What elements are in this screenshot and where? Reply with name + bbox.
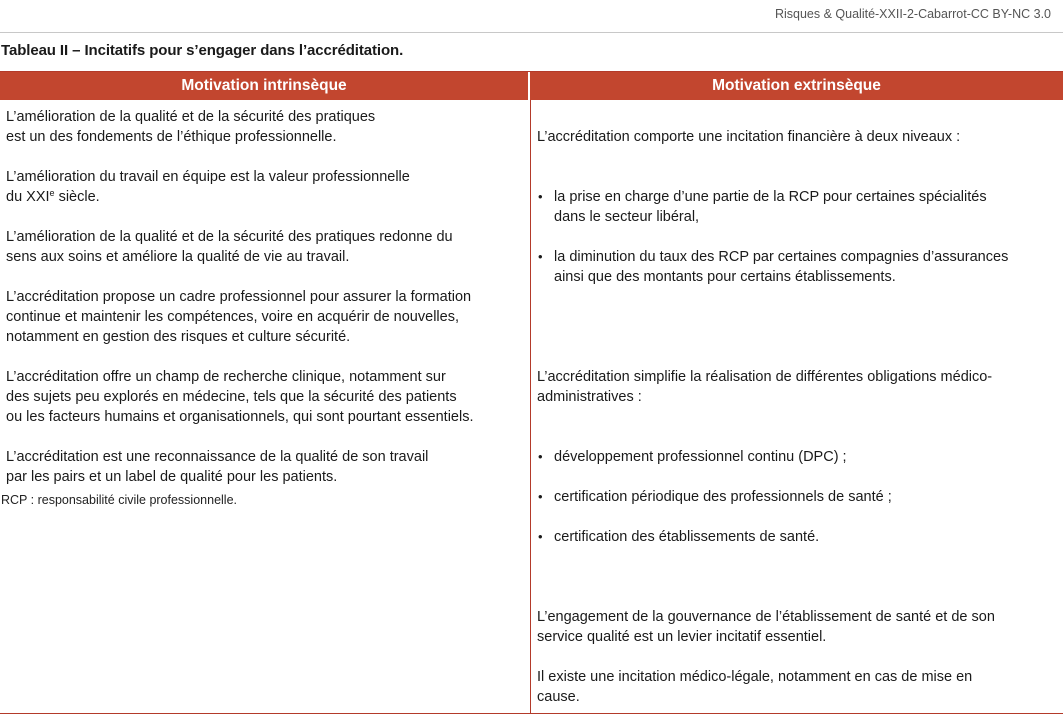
- list-item: [537, 187, 1057, 227]
- intrinsic-item: L’accréditation est une reconnaissance de la qualité de son travail par les pairs et un label de qualité pour les patients.: [6, 449, 429, 485]
- intrinsic-item: L’amélioration de la qualité et de la sécurité des pratiques est un des fondements de l’éthique professionnelle.: [6, 109, 376, 145]
- incentives-table: [0, 71, 1063, 714]
- intrinsic-item: L’amélioration de la qualité et de la sécurité des pratiques redonne du sens aux soins et améliore la qualité de vie au travail.: [6, 229, 453, 265]
- intrinsic-text: L’amélioration du travail en équipe est la valeur professionnelle du XXI: [6, 169, 410, 205]
- list-item-text: certification des établissements de santé.: [554, 529, 820, 545]
- extrinsic-item: [537, 347, 1057, 587]
- extrinsic-item: L’engagement de la gouvernance de l’établissement de santé et de son service qualité est un levier incitatif essentiel.: [537, 609, 995, 645]
- list-item-text: développement professionnel continu (DPC) ;: [554, 449, 847, 465]
- bullet-list: [537, 427, 1057, 567]
- list-item: [537, 247, 1057, 287]
- intrinsic-item: L’accréditation propose un cadre professionnel pour assurer la formation continue et maintenir les compétences, voire en acquérir de nouvelles, notamment en gestion des risques et culture sécurité.: [6, 289, 472, 345]
- bullet-icon: •: [538, 249, 543, 264]
- list-item-text: la prise en charge d’une partie de la RCP pour certaines spécialités dans le secteur libéral,: [554, 189, 987, 225]
- table-body-row: [0, 100, 1063, 713]
- intrinsic-item: [6, 167, 524, 207]
- extrinsic-item: [537, 107, 1057, 327]
- list-item: [537, 487, 1057, 507]
- running-header: Risques & Qualité-XXII-2-Cabarrot-CC BY-NC 3.0: [774, 7, 1051, 21]
- header-divider: [0, 32, 1063, 33]
- intrinsic-column: [0, 100, 531, 713]
- list-item: [537, 447, 1057, 467]
- list-item-text: la diminution du taux des RCP par certaines compagnies d’assurances ainsi que des montants pour certains établissements.: [554, 249, 1009, 285]
- table-header-row: [0, 71, 1063, 100]
- superscript: e: [49, 188, 55, 198]
- bullet-icon: •: [538, 189, 543, 204]
- bullet-icon: •: [538, 449, 543, 464]
- extrinsic-intro: L’accréditation comporte une incitation financière à deux niveaux :: [537, 129, 961, 145]
- list-item: [537, 527, 1057, 547]
- table-title: Tableau II – Incitatifs pour s’engager dans l’accréditation.: [1, 42, 404, 59]
- bullet-icon: •: [538, 489, 543, 504]
- intrinsic-item: L’accréditation offre un champ de recherche clinique, notamment sur des sujets peu explorés en médecine, tels que la sécurité des patients ou les facteurs humains et organisationnels, qui sont pourtant essentiels.: [6, 369, 474, 425]
- bullet-list: [537, 167, 1057, 307]
- footnote: RCP : responsabilité civile professionnelle.: [1, 493, 237, 507]
- list-item-text: certification périodique des professionnels de santé ;: [554, 489, 892, 505]
- extrinsic-column: [531, 100, 1063, 713]
- column-header-extrinsic: Motivation extrinsèque: [530, 72, 1063, 100]
- extrinsic-intro: L’accréditation simplifie la réalisation de différentes obligations médico- administratives :: [537, 369, 993, 405]
- intrinsic-text: siècle.: [54, 189, 100, 205]
- extrinsic-item: Il existe une incitation médico-légale, notamment en cas de mise en cause.: [537, 669, 973, 705]
- bullet-icon: •: [538, 529, 543, 544]
- column-header-intrinsic: Motivation intrinsèque: [0, 72, 530, 100]
